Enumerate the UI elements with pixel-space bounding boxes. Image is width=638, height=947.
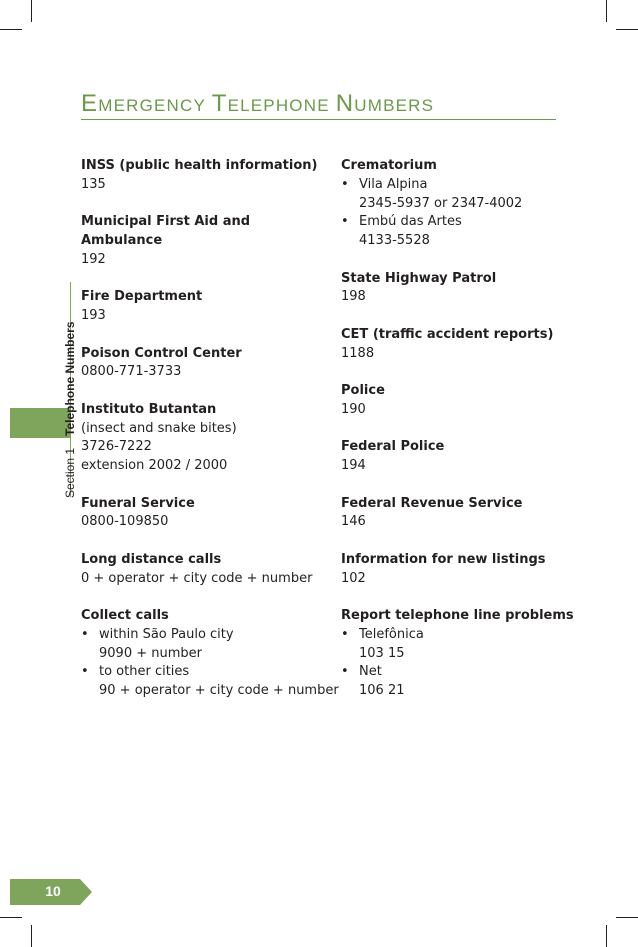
entry-heading: CET (traffic accident reports) (341, 326, 554, 342)
entry-inss (81, 157, 331, 195)
entry-heading: Funeral Service (81, 495, 195, 511)
left-column (81, 157, 339, 720)
entry-federal-revenue (341, 495, 581, 533)
entry-note: (insect and snake bites) (81, 420, 237, 436)
entry-number: 146 (341, 514, 366, 530)
entry-poison-control (81, 345, 331, 383)
page-title (81, 92, 556, 118)
bullet-item: • Embú das Artes (341, 213, 581, 232)
entry-heading: Report telephone line problems (341, 608, 574, 623)
entry-heading: Federal Revenue Service (341, 495, 523, 511)
entry-number: 0800-109850 (81, 514, 169, 530)
entry-crematorium (341, 157, 581, 251)
entry-line-problems (341, 607, 581, 701)
bullet-detail: 2345-5937 or 2347-4002 (359, 195, 523, 211)
entry-number: 193 (81, 308, 106, 323)
crop-mark (616, 917, 638, 918)
entry-number: 0800-771-3733 (81, 364, 182, 380)
entry-number: 1188 (341, 345, 375, 361)
entry-heading: Federal Police (341, 439, 445, 455)
entry-number: 192 (81, 251, 106, 267)
entry-heading: Crematorium (341, 158, 437, 173)
bullet-detail: 90 + operator + city code + number (99, 683, 339, 698)
entry-collect-calls (81, 607, 339, 701)
right-column (341, 157, 581, 720)
entry-fire-department (81, 288, 331, 326)
entry-number: 198 (341, 289, 366, 305)
title-word: EMERGENCY (81, 90, 206, 117)
entry-number: 190 (341, 401, 366, 417)
bullet-detail: 106 21 (359, 683, 405, 698)
bullet-item: • within São Paulo city (81, 626, 331, 645)
entry-heading: Poison Control Center (81, 345, 242, 361)
entry-number: 3726-7222 (81, 439, 152, 455)
crop-mark (31, 925, 32, 947)
section-tab (10, 408, 70, 438)
entry-heading: INSS (public health information) (81, 158, 318, 173)
entry-instituto-butantan (81, 401, 331, 476)
crop-mark (606, 0, 607, 22)
entry-long-distance (81, 551, 331, 589)
entry-heading: State Highway Patrol (341, 270, 497, 286)
entry-number: 102 (341, 570, 366, 586)
entry-heading: Information for new listings (341, 551, 546, 567)
bullet-item: • to other cities (81, 663, 331, 682)
entry-number: 135 (81, 176, 106, 192)
crop-mark (31, 0, 32, 22)
page-number: 10 (45, 883, 61, 899)
entry-new-listings (341, 551, 581, 589)
crop-mark (0, 29, 22, 30)
entry-number: 194 (341, 458, 366, 473)
bullet-item: • Vila Alpina (341, 176, 581, 195)
title-rule (81, 119, 556, 120)
entry-number: 0 + operator + city code + number (81, 570, 313, 586)
entry-heading: Municipal First Aid and Ambulance (81, 214, 251, 248)
entry-first-aid (81, 213, 331, 269)
bullet-detail: 4133-5528 (359, 233, 430, 248)
entry-federal-police (341, 438, 581, 476)
crop-mark (0, 917, 22, 918)
entry-extension: extension 2002 / 2000 (81, 458, 228, 473)
entry-police (341, 382, 581, 420)
bullet-detail: 103 15 (359, 645, 405, 661)
entry-heading: Fire Department (81, 289, 203, 305)
title-word: TELEPHONE (211, 90, 330, 117)
crop-mark (616, 29, 638, 30)
bullet-detail: 9090 + number (99, 645, 202, 661)
section-title: Telephone Numbers (63, 321, 77, 436)
section-number: Section 1 (63, 447, 77, 498)
entry-heading: Collect calls (81, 608, 169, 623)
entry-heading: Instituto Butantan (81, 401, 217, 417)
crop-mark (606, 925, 607, 947)
entry-heading: Police (341, 383, 385, 398)
bullet-item: • Telefônica (341, 626, 581, 645)
entry-cet (341, 326, 581, 364)
bullet-item: • Net (341, 663, 581, 682)
section-label (63, 321, 77, 498)
entry-highway-patrol (341, 270, 581, 308)
title-word: NUMBERS (335, 90, 435, 117)
entry-funeral-service (81, 495, 331, 533)
entry-heading: Long distance calls (81, 551, 222, 567)
